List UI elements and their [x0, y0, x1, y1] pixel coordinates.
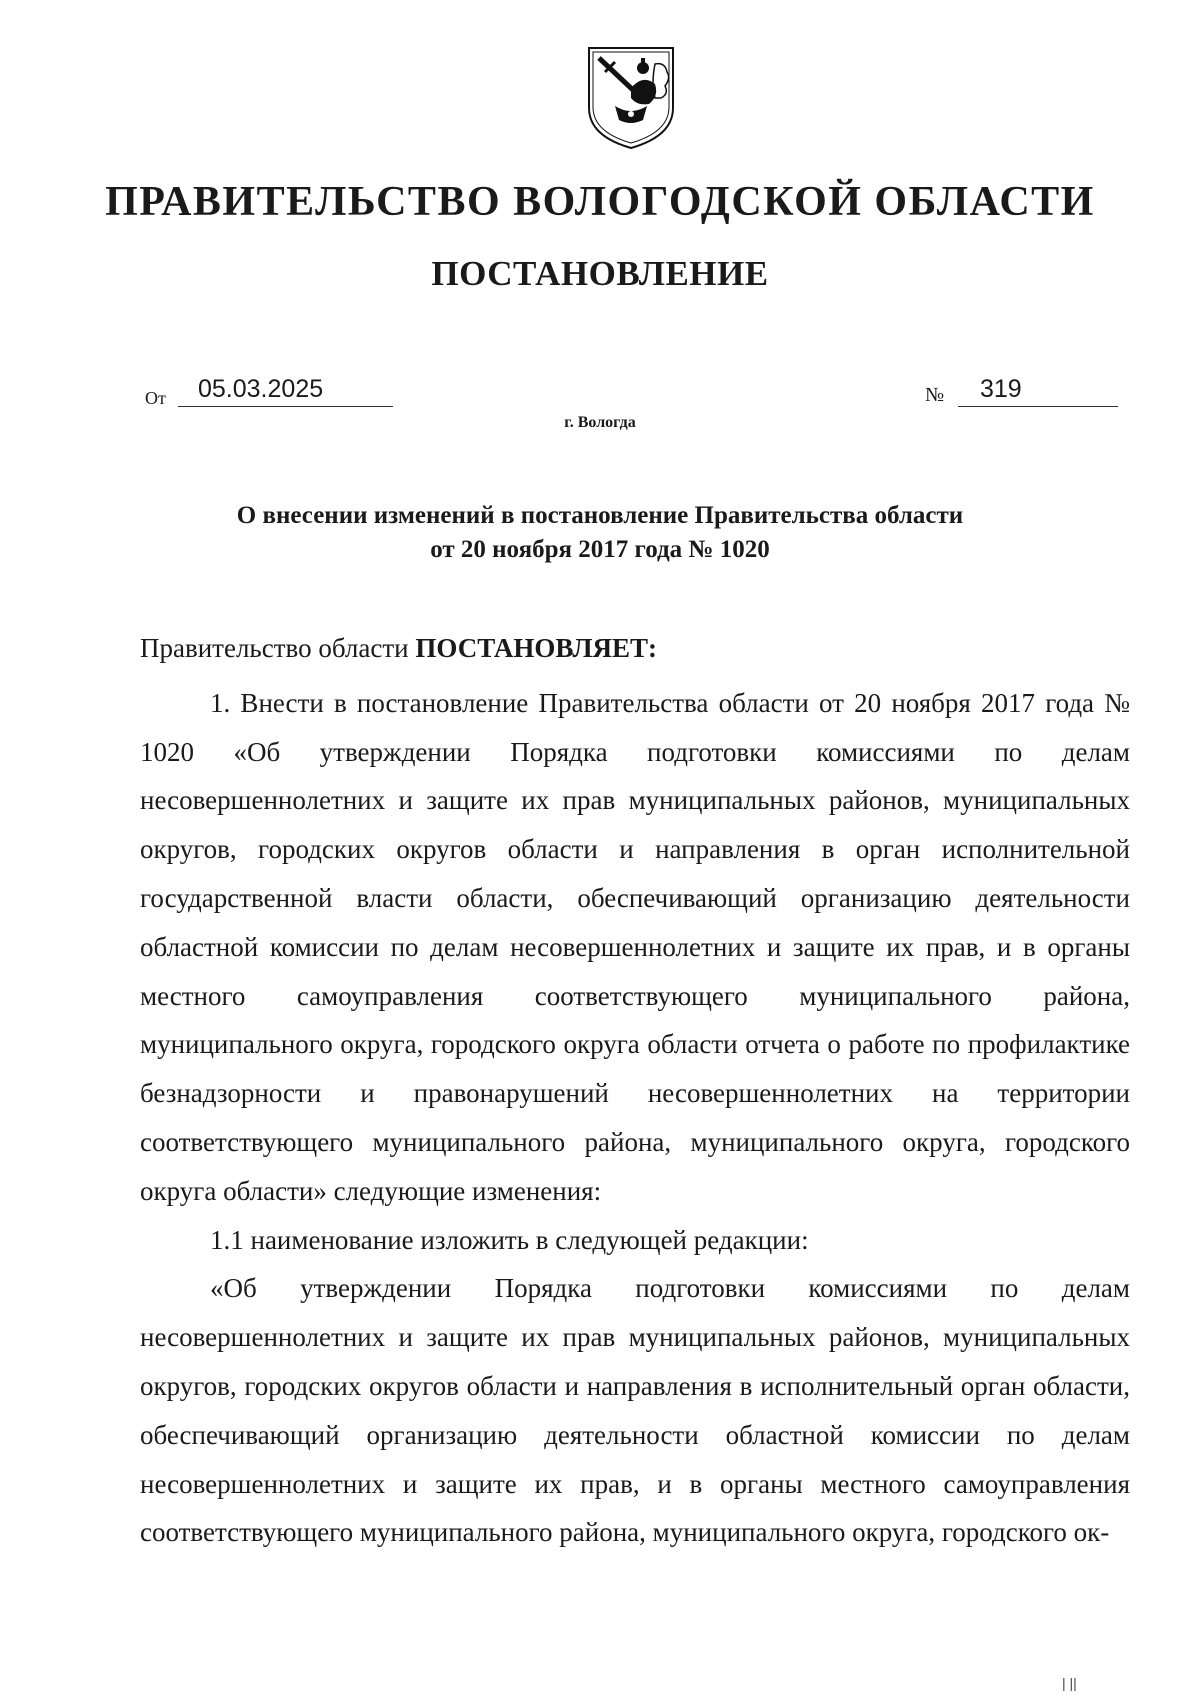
document-subject	[0, 499, 1200, 567]
subject-line-2: от 20 ноября 2017 года № 1020	[430, 536, 770, 563]
document-date: 05.03.2025	[178, 372, 393, 407]
intro-text: Правительство области	[140, 633, 416, 663]
date-prefix: От	[145, 388, 166, 408]
coat-of-arms-icon	[585, 44, 677, 152]
number-prefix: №	[925, 384, 945, 406]
document-type: ПОСТАНОВЛЕНИЕ	[431, 254, 769, 293]
organization-title: ПРАВИТЕЛЬСТВО ВОЛОГОДСКОЙ ОБЛАСТИ	[105, 179, 1095, 225]
subject-line-1: О внесении изменений в постановление Правительства области	[236, 502, 964, 529]
paragraph-3: «Об утверждении Порядка подготовки комиссиями по делам несовершеннолетних и защите их прав муниципальных районов, муниципальных округов, городских округов области и направления в исполнительный орган области, обеспечивающий организацию деятельности областной комиссии по делам несовершеннолетних и защите их прав, и в органы местного самоуправления соответствующего муниципального района, муниципального округа, городского ок-	[140, 1273, 1130, 1548]
scan-mark: | ||	[1062, 1675, 1077, 1691]
paragraph-2: 1.1 наименование изложить в следующей редакции:	[210, 1224, 809, 1255]
city: г. Вологда	[564, 414, 636, 431]
paragraph-1: 1. Внести в постановление Правительства области от 20 ноября 2017 года № 1020 «Об утверждении Порядка подготовки комиссиями по делам несовершеннолетних и защите их прав муниципальных районов, муниципальных округов, городских округов области и направления в орган исполнительной государственной власти области, обеспечивающий организацию деятельности областной комиссии по делам несовершеннолетних и защите их прав, и в органы местного самоуправления соответствующего муниципального района, муниципального округа, городского округа области отчета о работе по профилактике безнадзорности и правонарушений несовершеннолетних на территории соответствующего муниципального района, муниципального округа, городского округа области» следующие изменения:	[140, 687, 1130, 1206]
document-number: 319	[958, 372, 1118, 407]
document-body	[140, 624, 1130, 1557]
intro-paragraph	[140, 624, 1130, 673]
intro-bold-text: ПОСТАНОВЛЯЕТ:	[415, 633, 657, 663]
